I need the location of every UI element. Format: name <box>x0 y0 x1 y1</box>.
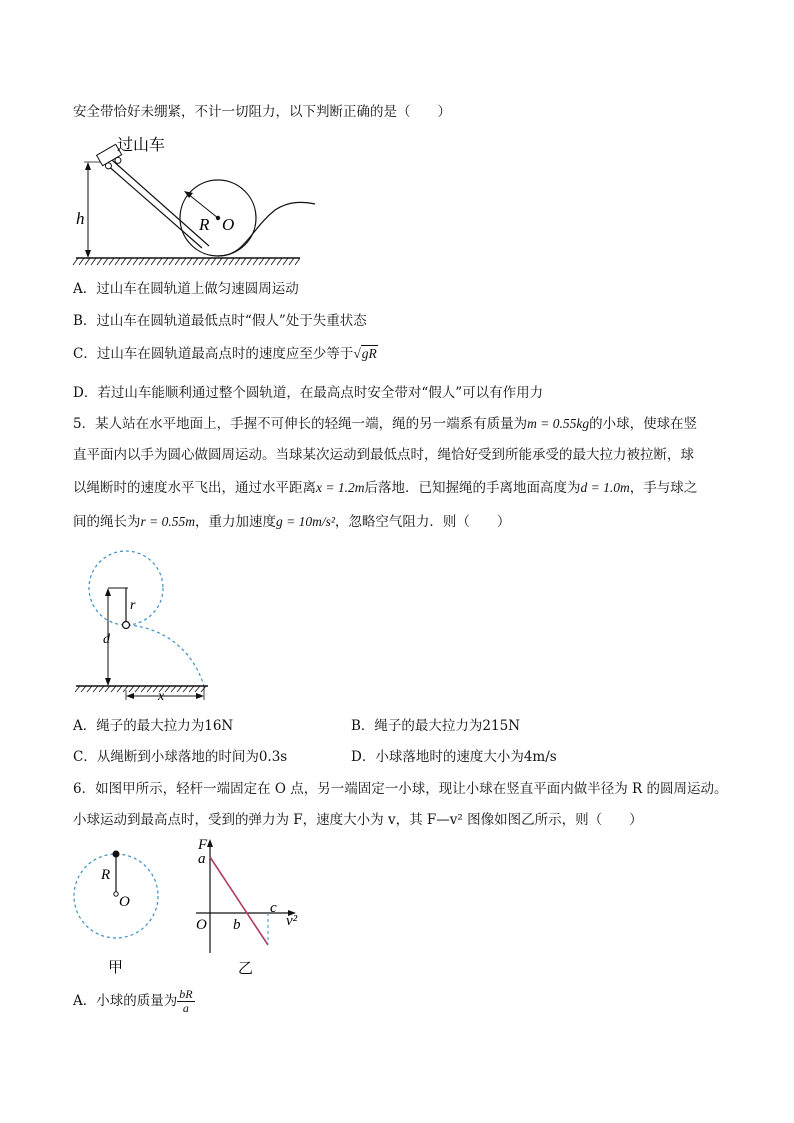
roller-coaster-figure <box>70 132 330 272</box>
q5-option-c: C．从绳断到小球落地的时间为0.3s <box>73 749 288 765</box>
q6-option-a: A．小球的质量为 $\frac{bR}{a}$ <box>73 987 193 1015</box>
q5-option-d: D．小球落地时的速度大小为4m/s <box>351 749 557 765</box>
center-label: O <box>222 215 235 234</box>
q4-option-b: B．过山车在圆轨道最低点时“假人”处于失重状态 <box>73 313 367 329</box>
rod-radius-label: R <box>101 867 111 883</box>
figure-jia-caption: 甲 <box>108 960 124 976</box>
q6-line-1: 6．如图甲所示，轻杆一端固定在 O 点，另一端固定一小球，现让小球在竖直平面内做半径为 R 的圆周运动。 <box>73 781 728 797</box>
q5-line-1: 5．某人站在水平地面上，手握不可伸长的轻绳一端，绳的另一端系有质量为m = 0.55kg的小球，使球在竖 <box>73 416 698 432</box>
q4-option-d: D．若过山车能顺利通过整个圆轨道，在最高点时安全带对“假人”可以有作用力 <box>73 385 544 401</box>
pivot-label: O <box>119 894 130 910</box>
q5-option-b: B．绳子的最大拉力为215N <box>351 718 521 734</box>
q4-option-c: C．过山车在圆轨道最高点时的速度应至少等于√gR <box>73 346 377 362</box>
sqrt-expression: √gR <box>353 346 377 361</box>
rod-circle-figure <box>68 846 168 976</box>
q5-line-2: 直平面内以手为圆心做圆周运动。当球某次运动到最低点时，绳恰好受到所能承受的最大拉力被拉断，球 <box>73 447 694 463</box>
radius-label: R <box>199 215 210 234</box>
mass-fraction: $\frac{bR}{a}$ <box>179 987 193 1015</box>
intercept-b-label: b <box>233 917 241 933</box>
origin-label: O <box>196 917 207 933</box>
car-label: 过山车 <box>117 137 166 154</box>
rope-ball-figure <box>72 548 217 708</box>
force-velocity-graph <box>190 833 315 978</box>
figure-yi-caption: 乙 <box>238 961 254 977</box>
height-d-label: d <box>103 632 110 647</box>
height-label: h <box>76 209 85 228</box>
question-4-stem-tail: 安全带恰好未绷紧，不计一切阻力，以下判断正确的是（ ） <box>73 104 451 120</box>
q5-line-3: 以绳断时的速度水平飞出，通过水平距离x = 1.2m后落地．已知握绳的手离地面高度为d = 1.0m，手与球之 <box>73 480 698 496</box>
axis-v2-label: v² <box>286 913 298 929</box>
distance-x-label: x <box>158 689 165 704</box>
q6-line-2: 小球运动到最高点时，受到的弹力为 F，速度大小为 v，其 F—v² 图像如图乙所示，则（ ） <box>73 812 643 828</box>
q4-option-a: A．过山车在圆轨道上做匀速圆周运动 <box>73 281 299 297</box>
axis-f-label: F <box>198 837 208 853</box>
intercept-a-label: a <box>198 851 206 867</box>
q5-line-4: 间的绳长为r = 0.55m，重力加速度g = 10m/s²，忽略空气阻力．则（ ） <box>73 514 511 530</box>
q5-option-a: A．绳子的最大拉力为16N <box>73 718 234 734</box>
point-c-label: c <box>270 900 277 916</box>
rope-length-label: r <box>130 598 136 613</box>
